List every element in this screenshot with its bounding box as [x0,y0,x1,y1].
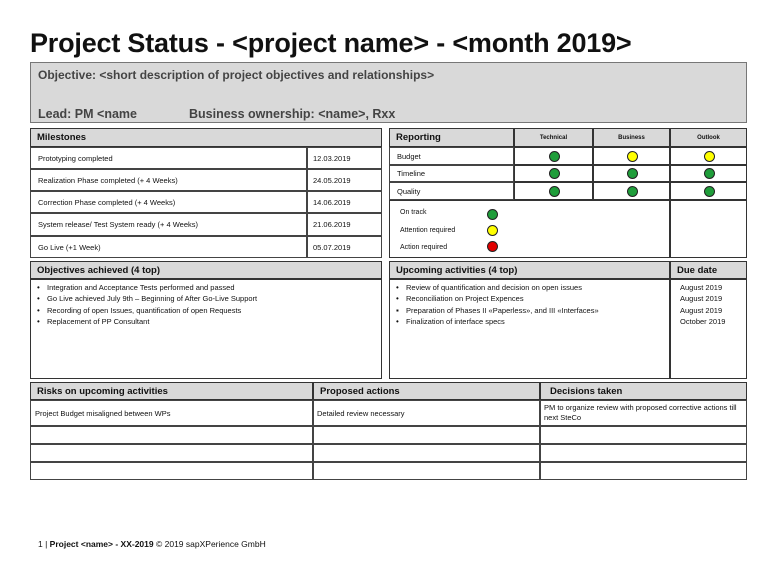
objective-text: Objective: <short description of project objectives and relationships> [38,68,435,82]
upcoming-activities-body [389,279,670,379]
legend-label: Action required [400,244,448,251]
objective-item: • Replacement of PP Consultant [31,316,381,327]
decisions-taken-heading: Decisions taken [540,382,747,400]
action-cell: Detailed review necessary [313,400,540,426]
risks-heading: Risks on upcoming activities [30,382,313,400]
milestone-label: Realization Phase completed (+ 4 Weeks) [30,169,307,191]
upcoming-item: ▪ Preparation of Phases II «Paperless», and III «Interfaces» [390,305,669,316]
risk-cell: Project Budget misaligned between WPs [30,400,313,426]
page-number: 1 | [38,539,48,549]
status-cell [593,147,670,165]
due-date: August 2019 [680,294,723,304]
lead-text: Lead: PM <name [38,107,137,121]
status-yellow-indicator [627,151,638,162]
reporting-col-business: Business [593,128,670,147]
status-cell [514,165,593,182]
milestone-label: Correction Phase completed (+ 4 Weeks) [30,191,307,213]
upcoming-item: • Review of quantification and decision on open issues [390,282,669,293]
legend-yellow-indicator [487,225,498,236]
footer-copyright: © 2019 sapXPerience GmbH [156,539,266,549]
page-title: Project Status - <project name> - <month 2019> [30,28,632,58]
proposed-actions-heading: Proposed actions [313,382,540,400]
lead-row [38,107,395,121]
status-cell [670,182,747,200]
milestone-date: 12.03.2019 [307,147,382,169]
objective-item: • Go Live achieved July 9th – Beginning of After Go-Live Support [31,293,381,304]
status-green-indicator [627,186,638,197]
status-legend [389,200,670,258]
reporting-row-label: Budget [389,147,514,165]
due-date-list [670,279,747,379]
status-cell [670,165,747,182]
risk-cell [30,426,313,444]
status-green-indicator [627,168,638,179]
legend-red-indicator [487,241,498,252]
reporting-col-technical: Technical [514,128,593,147]
reporting-heading: Reporting [389,128,514,147]
due-date: October 2019 [680,316,726,326]
status-green-indicator [549,168,560,179]
upcoming-activities-heading: Upcoming activities (4 top) [389,261,670,279]
legend-green-indicator [487,209,498,220]
status-cell [670,147,747,165]
reporting-row-label: Quality [389,182,514,200]
action-cell [313,444,540,462]
objective-item: • Recording of open Issues, quantification of open Requests [31,305,381,316]
due-date-heading: Due date [670,261,747,279]
milestone-label: System release/ Test System ready (+ 4 Weeks) [30,213,307,236]
due-date: August 2019 [680,283,723,292]
due-date: August 2019 [680,305,723,315]
milestone-date: 14.06.2019 [307,191,382,213]
ownership-text: Business ownership: <name>, Rxx [189,107,396,121]
status-cell [593,182,670,200]
decision-cell [540,426,747,444]
project-header-box [30,62,747,123]
status-green-indicator [549,186,560,197]
risk-cell [30,444,313,462]
status-green-indicator [549,151,560,162]
decision-cell: PM to organize review with proposed corrective actions till next SteCo [540,400,747,426]
action-cell [313,462,540,480]
milestone-label: Go Live (+1 Week) [30,236,307,258]
decision-cell [540,462,747,480]
milestone-date: 21.06.2019 [307,213,382,236]
decision-cell [540,444,747,462]
objectives-achieved-body [30,279,382,379]
status-green-indicator [704,168,715,179]
status-cell [514,147,593,165]
risk-cell [30,462,313,480]
legend-label: On track [400,209,427,216]
milestone-label: Prototyping completed [30,147,307,169]
milestone-date: 05.07.2019 [307,236,382,258]
reporting-row-label: Timeline [389,165,514,182]
status-cell [593,165,670,182]
milestones-heading: Milestones [30,128,382,147]
upcoming-item: • Finalization of interface specs [390,316,669,327]
legend-label: Attention required [400,227,456,234]
upcoming-item: • Reconciliation on Project Expences [390,293,669,304]
objective-item: • Integration and Acceptance Tests performed and passed [31,282,381,293]
objectives-achieved-heading: Objectives achieved (4 top) [30,261,382,279]
status-cell [514,182,593,200]
milestone-date: 24.05.2019 [307,169,382,191]
status-green-indicator [704,186,715,197]
footer-document-name: Project <name> - XX-2019 [49,539,154,549]
legend-empty-cell [670,200,747,258]
page-footer [38,539,266,549]
reporting-col-outlook: Outlook [670,128,747,147]
status-yellow-indicator [704,151,715,162]
action-cell [313,426,540,444]
